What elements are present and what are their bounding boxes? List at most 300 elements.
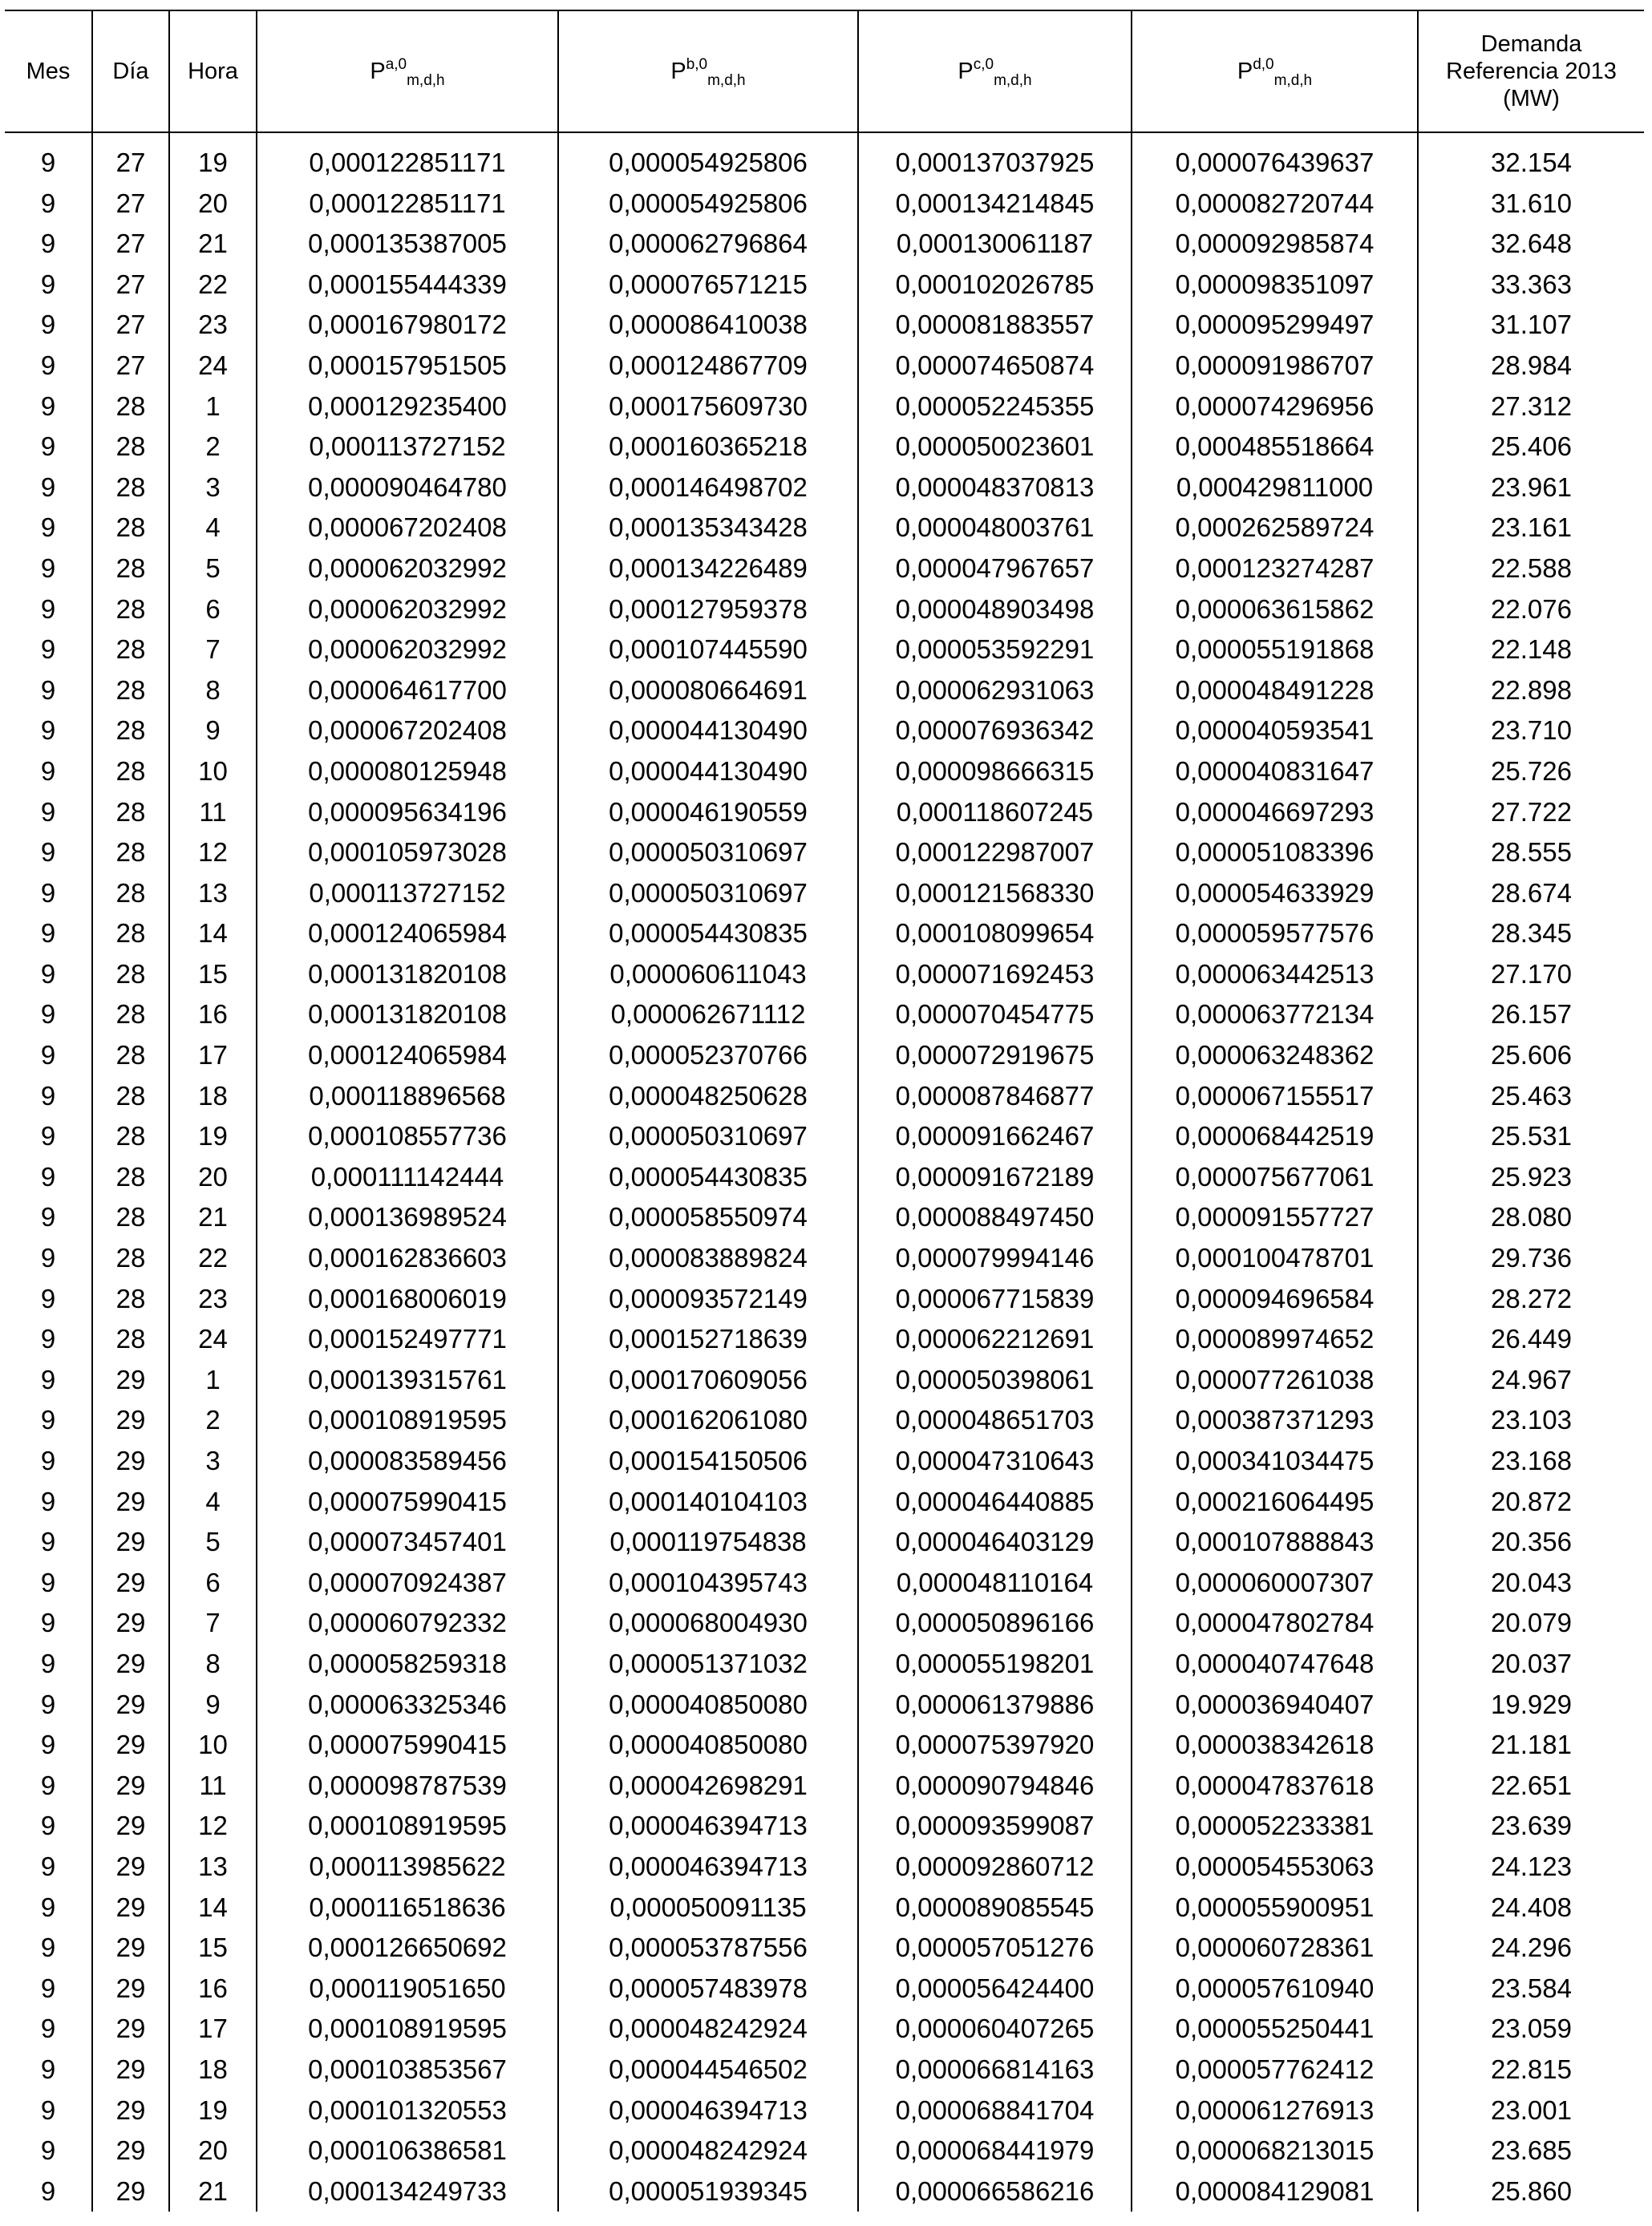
demanda-cell: 28.272 (1418, 1279, 1644, 1320)
hora-cell: 10 (169, 1725, 257, 1766)
pc-cell: 0,000053592291 (858, 629, 1132, 670)
mes-cell: 9 (40, 796, 56, 827)
demanda-cell: 21.181 (1418, 1725, 1644, 1766)
demanda-cell: 27.722 (1418, 792, 1644, 833)
hora-cell: 15 (169, 954, 257, 995)
pc-cell: 0,000092860712 (858, 1847, 1132, 1888)
mes-cell: 9 (40, 999, 56, 1030)
pd-cell: 0,000052233381 (1132, 1806, 1418, 1847)
pb-cell: 0,000040850080 (558, 1725, 858, 1766)
mes-cell: 9 (40, 2014, 56, 2044)
dia-cell: 28 (92, 589, 169, 630)
dia-cell: 28 (92, 508, 169, 548)
mes-cell: 9 (40, 1648, 56, 1678)
hora-cell: 20 (169, 184, 257, 225)
hora-cell: 21 (169, 2171, 257, 2212)
pc-cell: 0,000046440885 (858, 1482, 1132, 1523)
mes-cell: 9 (40, 1324, 56, 1354)
pb-cell: 0,000048242924 (558, 2009, 858, 2050)
hora-cell: 14 (169, 1888, 257, 1929)
dia-cell: 27 (92, 265, 169, 306)
dia-cell: 29 (92, 1441, 169, 1482)
table-row (5, 143, 1644, 184)
demanda-cell: 23.059 (1418, 2009, 1644, 2050)
pa-cell: 0,000113985622 (257, 1847, 558, 1888)
demanda-cell: 29.736 (1418, 1238, 1644, 1279)
pa-cell: 0,000070924387 (257, 1563, 558, 1604)
pa-cell: 0,000168006019 (257, 1279, 558, 1320)
dia-cell: 29 (92, 1644, 169, 1685)
pd-cell: 0,000036940407 (1132, 1685, 1418, 1726)
mes-cell: 9 (40, 2054, 56, 2084)
hora-cell: 8 (169, 670, 257, 711)
pa-cell: 0,000111142444 (257, 1157, 558, 1198)
table-row (5, 1888, 1644, 1929)
dia-cell: 29 (92, 2131, 169, 2171)
pa-cell: 0,000131820108 (257, 954, 558, 995)
dia-cell: 28 (92, 427, 169, 467)
mes-cell: 9 (40, 1730, 56, 1760)
pd-cell: 0,000046697293 (1132, 792, 1418, 833)
table-row (5, 629, 1644, 670)
demanda-cell: 27.312 (1418, 387, 1644, 427)
pa-cell: 0,000060792332 (257, 1603, 558, 1644)
hora-cell: 9 (169, 1685, 257, 1726)
mes-cell: 9 (40, 1040, 56, 1071)
hora-cell: 24 (169, 346, 257, 387)
demanda-cell: 27.170 (1418, 954, 1644, 995)
mes-cell: 9 (40, 1527, 56, 1557)
pb-cell: 0,000040850080 (558, 1685, 858, 1726)
mes-cell: 9 (40, 715, 56, 746)
mes-cell: 9 (40, 1851, 56, 1881)
pb-cell: 0,000050310697 (558, 832, 858, 873)
pc-cell: 0,000079994146 (858, 1238, 1132, 1279)
mes-cell: 9 (40, 1567, 56, 1597)
table-row (5, 305, 1644, 346)
demanda-cell: 20.872 (1418, 1482, 1644, 1523)
dia-cell: 28 (92, 913, 169, 954)
demanda-cell: 23.103 (1418, 1400, 1644, 1441)
hora-cell: 7 (169, 1603, 257, 1644)
pa-cell: 0,000073457401 (257, 1522, 558, 1563)
pc-cell: 0,000076936342 (858, 710, 1132, 751)
pb-cell: 0,000050310697 (558, 1116, 858, 1157)
pc-cell: 0,000098666315 (858, 751, 1132, 792)
demanda-cell: 28.345 (1418, 913, 1644, 954)
demanda-cell: 23.161 (1418, 508, 1644, 548)
pd-cell: 0,000060728361 (1132, 1928, 1418, 1969)
hora-cell: 2 (169, 427, 257, 467)
mes-cell: 9 (40, 310, 56, 340)
pc-cell: 0,000066586216 (858, 2171, 1132, 2212)
dia-cell: 27 (92, 184, 169, 225)
dia-cell: 29 (92, 1360, 169, 1401)
table-row (5, 1482, 1644, 1523)
pb-cell: 0,000044130490 (558, 710, 858, 751)
hora-cell: 3 (169, 1441, 257, 1482)
pc-cell: 0,000122987007 (858, 832, 1132, 873)
demanda-cell: 25.860 (1418, 2171, 1644, 2212)
table-header (5, 10, 1644, 132)
hora-cell: 12 (169, 832, 257, 873)
pc-cell: 0,000130061187 (858, 224, 1132, 265)
pc-cell: 0,000062931063 (858, 670, 1132, 711)
hora-cell: 19 (169, 143, 257, 184)
table-row (5, 1522, 1644, 1563)
mes-cell: 9 (40, 148, 56, 177)
pd-cell: 0,000063248362 (1132, 1035, 1418, 1076)
dia-cell: 28 (92, 1319, 169, 1360)
mes-cell: 9 (40, 634, 56, 665)
pb-cell: 0,000093572149 (558, 1279, 858, 1320)
pd-cell: 0,000089974652 (1132, 1319, 1418, 1360)
mes-cell: 9 (40, 2175, 56, 2206)
demanda-cell: 28.555 (1418, 832, 1644, 873)
header-gap-row (5, 132, 1644, 143)
dia-cell: 27 (92, 143, 169, 184)
demanda-cell: 32.648 (1418, 224, 1644, 265)
hora-cell: 9 (169, 710, 257, 751)
mes-cell: 9 (40, 877, 56, 908)
hora-cell: 14 (169, 913, 257, 954)
pb-cell: 0,000046394713 (558, 2090, 858, 2131)
demanda-cell: 25.463 (1418, 1076, 1644, 1117)
pb-cell: 0,000124867709 (558, 346, 858, 387)
pb-cell: 0,000050310697 (558, 873, 858, 914)
mes-cell: 9 (40, 1933, 56, 1963)
table-row (5, 1400, 1644, 1441)
demanda-cell: 33.363 (1418, 265, 1644, 306)
table-row (5, 1766, 1644, 1807)
dia-cell: 29 (92, 2009, 169, 2050)
table-row (5, 1197, 1644, 1238)
mes-cell: 9 (40, 1080, 56, 1111)
pd-cell: 0,000057610940 (1132, 1969, 1418, 2009)
mes-cell: 9 (40, 1608, 56, 1638)
demanda-cell: 25.923 (1418, 1157, 1644, 1198)
pd-cell: 0,000095299497 (1132, 305, 1418, 346)
pa-cell: 0,000129235400 (257, 387, 558, 427)
pa-cell: 0,000067202408 (257, 710, 558, 751)
demanda-cell: 20.079 (1418, 1603, 1644, 1644)
pa-cell: 0,000136989524 (257, 1197, 558, 1238)
pd-cell: 0,000068442519 (1132, 1116, 1418, 1157)
dia-cell: 29 (92, 1685, 169, 1726)
pc-cell: 0,000048370813 (858, 467, 1132, 508)
mes-cell: 9 (40, 1446, 56, 1475)
header-pa: P$^{a,0}_{m,d,h}$ (257, 10, 558, 132)
table-row (5, 1644, 1644, 1685)
hora-cell: 5 (169, 548, 257, 589)
pb-cell: 0,000048250628 (558, 1076, 858, 1117)
mes-cell: 9 (40, 1689, 56, 1719)
pc-cell: 0,000048110164 (858, 1563, 1132, 1604)
hora-cell: 11 (169, 1766, 257, 1807)
pa-cell: 0,000157951505 (257, 346, 558, 387)
header-pb: P$^{b,0}_{m,d,h}$ (558, 10, 858, 132)
pc-cell: 0,000075397920 (858, 1725, 1132, 1766)
pa-cell: 0,000108919595 (257, 2009, 558, 2050)
table-row (5, 589, 1644, 630)
demanda-cell: 24.296 (1418, 1928, 1644, 1969)
pa-cell: 0,000063325346 (257, 1685, 558, 1726)
pd-cell: 0,000061276913 (1132, 2090, 1418, 2131)
hora-cell: 15 (169, 1928, 257, 1969)
hora-cell: 13 (169, 1847, 257, 1888)
pd-cell: 0,000063615862 (1132, 589, 1418, 630)
pb-cell: 0,000127959378 (558, 589, 858, 630)
pa-cell: 0,000062032992 (257, 548, 558, 589)
table-row (5, 670, 1644, 711)
pc-cell: 0,000137037925 (858, 143, 1132, 184)
pc-cell: 0,000068441979 (858, 2131, 1132, 2171)
mes-cell: 9 (40, 188, 56, 218)
mes-cell: 9 (40, 472, 56, 502)
pa-cell: 0,000064617700 (257, 670, 558, 711)
mes-cell: 9 (40, 1770, 56, 1800)
pd-cell: 0,000040593541 (1132, 710, 1418, 751)
demanda-cell: 19.929 (1418, 1685, 1644, 1726)
pc-cell: 0,000087846877 (858, 1076, 1132, 1117)
pd-cell: 0,000429811000 (1132, 467, 1418, 508)
pb-cell: 0,000060611043 (558, 954, 858, 995)
table-row (5, 1441, 1644, 1482)
mes-cell: 9 (40, 674, 56, 705)
hora-cell: 10 (169, 751, 257, 792)
pd-cell: 0,000485518664 (1132, 427, 1418, 467)
hora-cell: 6 (169, 589, 257, 630)
demanda-cell: 24.408 (1418, 1888, 1644, 1929)
demanda-cell: 32.154 (1418, 143, 1644, 184)
pc-cell: 0,000134214845 (858, 184, 1132, 225)
pb-cell: 0,000140104103 (558, 1482, 858, 1523)
pb-cell: 0,000062796864 (558, 224, 858, 265)
mes-cell: 9 (40, 512, 56, 543)
pd-cell: 0,000082720744 (1132, 184, 1418, 225)
table-row (5, 346, 1644, 387)
pb-cell: 0,000086410038 (558, 305, 858, 346)
dia-cell: 28 (92, 1157, 169, 1198)
pa-cell: 0,000062032992 (257, 589, 558, 630)
pc-cell: 0,000071692453 (858, 954, 1132, 995)
mes-cell: 9 (40, 431, 56, 462)
pb-cell: 0,000058550974 (558, 1197, 858, 1238)
hora-cell: 18 (169, 1076, 257, 1117)
header-mes: Mes (5, 10, 92, 132)
demanda-cell: 22.148 (1418, 629, 1644, 670)
pa-cell: 0,000124065984 (257, 913, 558, 954)
demanda-cell: 20.043 (1418, 1563, 1644, 1604)
table-row (5, 2171, 1644, 2212)
pc-cell: 0,000050023601 (858, 427, 1132, 467)
pd-cell: 0,000048491228 (1132, 670, 1418, 711)
hora-cell: 23 (169, 305, 257, 346)
pc-cell: 0,000091662467 (858, 1116, 1132, 1157)
table-row (5, 548, 1644, 589)
dia-cell: 29 (92, 1482, 169, 1523)
pc-cell: 0,000047310643 (858, 1441, 1132, 1482)
table-row (5, 873, 1644, 914)
pa-cell: 0,000118896568 (257, 1076, 558, 1117)
dia-cell: 29 (92, 1563, 169, 1604)
demanda-cell: 22.815 (1418, 2050, 1644, 2090)
pb-cell: 0,000062671112 (558, 994, 858, 1035)
demanda-cell: 25.531 (1418, 1116, 1644, 1157)
demanda-cell: 23.685 (1418, 2131, 1644, 2171)
pc-cell: 0,000068841704 (858, 2090, 1132, 2131)
pa-cell: 0,000067202408 (257, 508, 558, 548)
pd-cell: 0,000068213015 (1132, 2131, 1418, 2171)
mes-cell: 9 (40, 837, 56, 868)
pc-cell: 0,000066814163 (858, 2050, 1132, 2090)
table-row (5, 710, 1644, 751)
dia-cell: 28 (92, 792, 169, 833)
mes-cell: 9 (40, 1364, 56, 1394)
dia-cell: 29 (92, 1603, 169, 1644)
mes-cell: 9 (40, 1405, 56, 1435)
mes-cell: 9 (40, 918, 56, 949)
pb-cell: 0,000044130490 (558, 751, 858, 792)
pb-cell: 0,000053787556 (558, 1928, 858, 1969)
dia-cell: 28 (92, 467, 169, 508)
pb-cell: 0,000175609730 (558, 387, 858, 427)
pa-cell: 0,000152497771 (257, 1319, 558, 1360)
mes-cell: 9 (40, 1161, 56, 1192)
table-row (5, 427, 1644, 467)
pa-cell: 0,000155444339 (257, 265, 558, 306)
table-row (5, 1969, 1644, 2009)
pb-cell: 0,000048242924 (558, 2131, 858, 2171)
demanda-cell: 23.961 (1418, 467, 1644, 508)
pd-cell: 0,000040747648 (1132, 1644, 1418, 1685)
pd-cell: 0,000341034475 (1132, 1441, 1418, 1482)
hora-cell: 19 (169, 1116, 257, 1157)
table-row (5, 2009, 1644, 2050)
table-row (5, 508, 1644, 548)
dia-cell: 27 (92, 305, 169, 346)
pd-cell: 0,000091986707 (1132, 346, 1418, 387)
table-row (5, 1116, 1644, 1157)
mes-cell: 9 (40, 1243, 56, 1273)
pc-cell: 0,000052245355 (858, 387, 1132, 427)
pa-cell: 0,000139315761 (257, 1360, 558, 1401)
header-dia: Día (92, 10, 169, 132)
pb-cell: 0,000051939345 (558, 2171, 858, 2212)
pb-cell: 0,000051371032 (558, 1644, 858, 1685)
mes-cell: 9 (40, 1973, 56, 2003)
hora-cell: 20 (169, 1157, 257, 1198)
demanda-cell: 28.674 (1418, 873, 1644, 914)
pd-cell: 0,000059577576 (1132, 913, 1418, 954)
pa-cell: 0,000135387005 (257, 224, 558, 265)
table-row (5, 1319, 1644, 1360)
pa-cell: 0,000162836603 (257, 1238, 558, 1279)
pd-cell: 0,000100478701 (1132, 1238, 1418, 1279)
pb-cell: 0,000068004930 (558, 1603, 858, 1644)
pd-cell: 0,000067155517 (1132, 1076, 1418, 1117)
pb-cell: 0,000135343428 (558, 508, 858, 548)
pd-cell: 0,000055900951 (1132, 1888, 1418, 1929)
pc-cell: 0,000090794846 (858, 1766, 1132, 1807)
dia-cell: 28 (92, 954, 169, 995)
table-row (5, 2090, 1644, 2131)
dia-cell: 29 (92, 1766, 169, 1807)
pc-cell: 0,000067715839 (858, 1279, 1132, 1320)
pa-cell: 0,000080125948 (257, 751, 558, 792)
dia-cell: 28 (92, 548, 169, 589)
demanda-cell: 26.157 (1418, 994, 1644, 1035)
hora-cell: 11 (169, 792, 257, 833)
dia-cell: 28 (92, 387, 169, 427)
table-row (5, 1685, 1644, 1726)
pc-cell: 0,000091672189 (858, 1157, 1132, 1198)
hora-cell: 4 (169, 508, 257, 548)
table-row (5, 224, 1644, 265)
mes-cell: 9 (40, 593, 56, 624)
pd-cell: 0,000107888843 (1132, 1522, 1418, 1563)
dia-cell: 28 (92, 1116, 169, 1157)
pc-cell: 0,000088497450 (858, 1197, 1132, 1238)
mes-cell: 9 (40, 1486, 56, 1516)
pd-cell: 0,000098351097 (1132, 265, 1418, 306)
pb-cell: 0,000054925806 (558, 143, 858, 184)
dia-cell: 28 (92, 670, 169, 711)
pd-cell: 0,000076439637 (1132, 143, 1418, 184)
pd-cell: 0,000040831647 (1132, 751, 1418, 792)
pb-cell: 0,000054430835 (558, 913, 858, 954)
demanda-cell: 22.651 (1418, 1766, 1644, 1807)
pd-cell: 0,000075677061 (1132, 1157, 1418, 1198)
pd-cell: 0,000387371293 (1132, 1400, 1418, 1441)
table-row (5, 954, 1644, 995)
pa-cell: 0,000108919595 (257, 1806, 558, 1847)
table-row (5, 1603, 1644, 1644)
pa-cell: 0,000075990415 (257, 1725, 558, 1766)
pa-cell: 0,000075990415 (257, 1482, 558, 1523)
pa-cell: 0,000095634196 (257, 792, 558, 833)
dia-cell: 29 (92, 1806, 169, 1847)
dia-cell: 29 (92, 1725, 169, 1766)
pa-cell: 0,000124065984 (257, 1035, 558, 1076)
pb-cell: 0,000052370766 (558, 1035, 858, 1076)
hora-cell: 1 (169, 387, 257, 427)
pc-cell: 0,000072919675 (858, 1035, 1132, 1076)
table-row (5, 467, 1644, 508)
table-row (5, 994, 1644, 1035)
demanda-cell: 31.610 (1418, 184, 1644, 225)
dia-cell: 27 (92, 346, 169, 387)
pb-cell: 0,000054925806 (558, 184, 858, 225)
pa-cell: 0,000108919595 (257, 1400, 558, 1441)
mes-cell: 9 (40, 350, 56, 380)
table-body (5, 132, 1644, 2212)
hora-cell: 6 (169, 1563, 257, 1604)
dia-cell: 29 (92, 2090, 169, 2131)
pc-cell: 0,000050896166 (858, 1603, 1132, 1644)
table-row (5, 1806, 1644, 1847)
table-row (5, 387, 1644, 427)
demanda-cell: 20.356 (1418, 1522, 1644, 1563)
hora-cell: 12 (169, 1806, 257, 1847)
pd-cell: 0,000091557727 (1132, 1197, 1418, 1238)
mes-cell: 9 (40, 2135, 56, 2166)
table-row (5, 832, 1644, 873)
pb-cell: 0,000170609056 (558, 1360, 858, 1401)
pb-cell: 0,000042698291 (558, 1766, 858, 1807)
mes-cell: 9 (40, 269, 56, 299)
table-row (5, 1157, 1644, 1198)
